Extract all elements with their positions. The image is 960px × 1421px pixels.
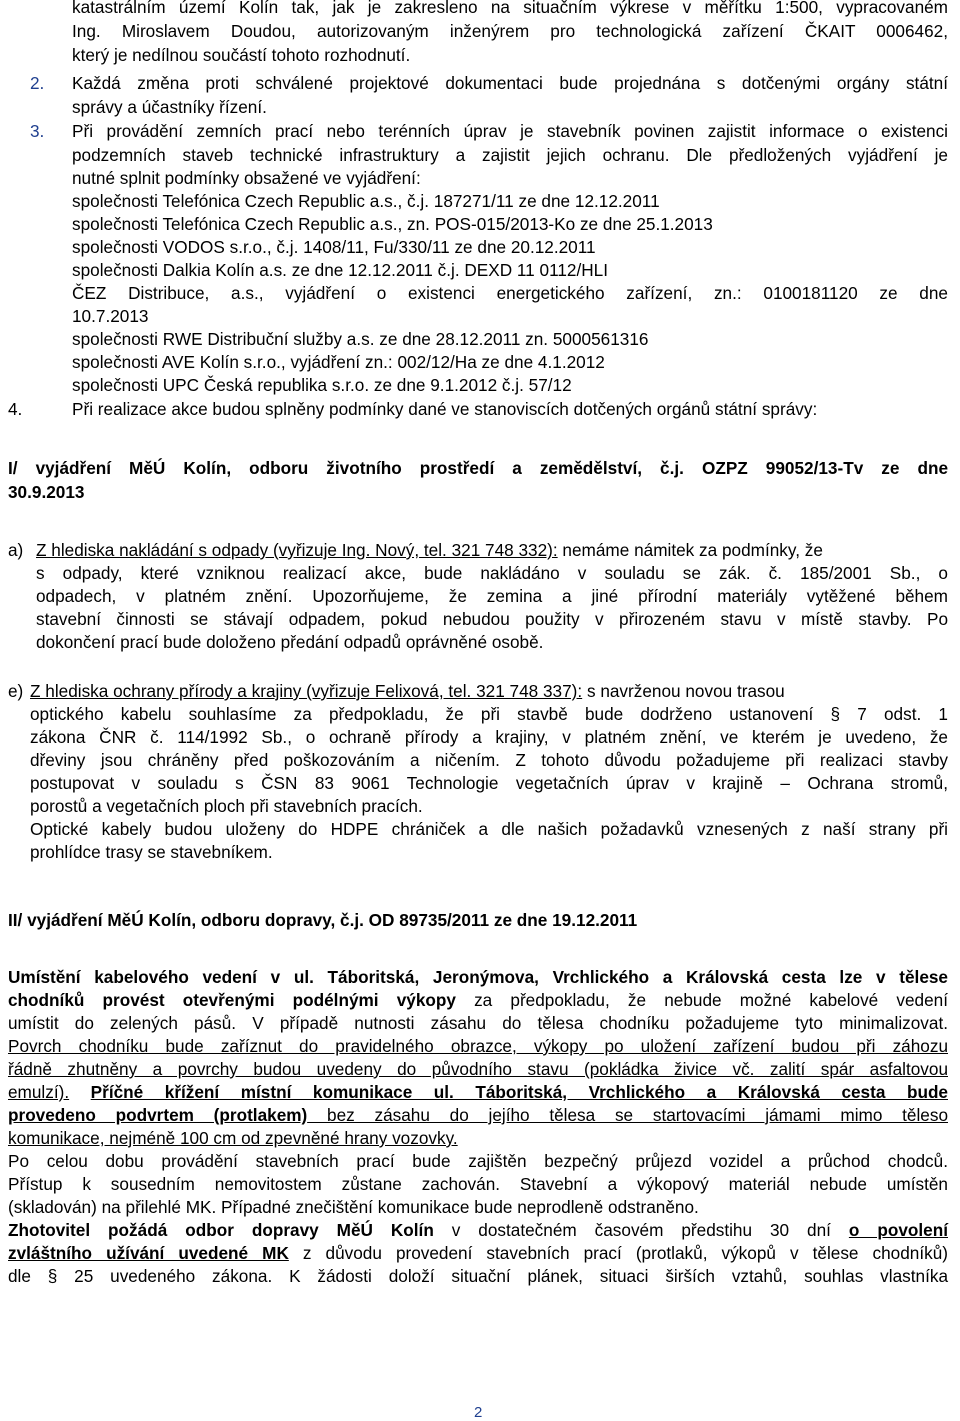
list-number: 3. — [30, 121, 45, 141]
paragraph-line: katastrálním území Kolín tak, jak je zakresleno na situačním výkrese v měřítku 1:500, vypracovaném — [72, 0, 948, 17]
list-number: 2. — [30, 73, 45, 93]
list-item: společnosti RWE Distribuční služby a.s. ze dne 28.12.2011 zn. 5000561316 — [72, 329, 649, 349]
paragraph-line: dle § 25 uvedeného zákona. K žádosti doloží situační plánek, situaci širších vztahů, souhlas vlastníka — [8, 1266, 948, 1286]
text-run: v dostatečném časovém předstihu 30 dní — [433, 1220, 849, 1240]
page-number: 2 — [474, 1404, 483, 1421]
list-label: a) — [8, 540, 24, 560]
paragraph-line: dřeviny jsou chráněny před poškozováním a ničením. Z tohoto důvodu požadujeme při realizaci stavby — [30, 750, 948, 770]
bold-text: Zhotovitel požádá odbor dopravy MěÚ Kolín — [8, 1220, 434, 1240]
paragraph-line — [8, 989, 948, 1012]
paragraph-line: správy a účastníky řízení. — [72, 97, 267, 117]
underlined-text: emulzí). — [8, 1082, 70, 1102]
underlined-text: Z hlediska nakládání s odpady (vyřizuje Ing. Nový, tel. 321 748 332): — [36, 540, 558, 560]
paragraph-line: Při realizace akce budou splněny podmínky dané ve stanoviscích dotčených orgánů státní správy: — [72, 399, 818, 419]
paragraph-line: podzemních staveb technické infrastruktury a zajistit jejich ochranu. Dle předložených vyjádření je — [72, 145, 948, 165]
section-heading: 30.9.2013 — [8, 482, 85, 502]
paragraph-line — [8, 1219, 948, 1242]
paragraph-line: optického kabelu souhlasíme za předpokladu, že při stavbě bude dodrženo ustanovení § 7 odst. 1 — [30, 704, 948, 724]
text-run: s navrženou novou trasou — [582, 681, 785, 701]
paragraph-line: Každá změna proti schválené projektové dokumentaci bude projednána s dotčenými orgány státní — [72, 73, 948, 93]
list-item: společnosti Telefónica Czech Republic a.s., zn. POS-015/2013-Ko ze dne 25.1.2013 — [72, 214, 713, 234]
paragraph-line: který je nedílnou součástí tohoto rozhodnutí. — [72, 45, 411, 65]
section-heading: II/ vyjádření MěÚ Kolín, odboru dopravy, č.j. OD 89735/2011 ze dne 19.12.2011 — [8, 910, 638, 930]
list-item: ČEZ Distribuce, a.s., vyjádření o existenci energetického zařízení, zn.: 0100181120 ze dne — [72, 283, 948, 303]
paragraph-line: Povrch chodníku bude zaříznut do pravidelného obrazce, výkopy po uložení zařízení budou při záhozu — [8, 1036, 948, 1056]
list-item: společnosti Telefónica Czech Republic a.s., č.j. 187271/11 ze dne 12.12.2011 — [72, 191, 660, 211]
bold-text: chodníků provést otevřenými podélnými výkopy — [8, 990, 456, 1010]
paragraph-line: Umístění kabelového vedení v ul. Táboritská, Jeronýmova, Vrchlického a Královská cesta lze v tělese — [8, 967, 948, 987]
paragraph-line: Při provádění zemních prací nebo terénních úprav je stavebník povinen zajistit informace o existenci — [72, 121, 948, 141]
bold-text: provedeno podvrtem (protlakem) — [8, 1105, 308, 1125]
section-heading: I/ vyjádření MěÚ Kolín, odboru životního prostředí a zemědělství, č.j. OZPZ 99052/13-Tv ze dne — [8, 458, 948, 478]
list-item: společnosti AVE Kolín s.r.o., vyjádření zn.: 002/12/Ha ze dne 4.1.2012 — [72, 352, 605, 372]
paragraph-line: stavební činnosti se stávají odpadem, pokud nebudou použity v přirozeném stavu v místě stavby. Po — [36, 609, 948, 629]
bold-underlined-text: Příčné křížení místní komunikace ul. Táboritská, Vrchlického a Královská cesta bude — [90, 1082, 948, 1102]
paragraph-line — [8, 1104, 948, 1127]
paragraph-line: umístit do zelených pásů. V případě nutnosti zásahu do tělesa chodníku požadujeme tyto minimalizovat. — [8, 1013, 948, 1033]
paragraph-line: porostů a vegetačních ploch při stavebních pracích. — [30, 796, 423, 816]
paragraph-line — [36, 539, 948, 562]
list-number: 4. — [8, 399, 23, 419]
list-label: e) — [8, 681, 24, 701]
text-run: za předpokladu, že nebude možné kabelové vedení — [455, 990, 948, 1010]
paragraph-line: (skladován) na přilehlé MK. Případné znečištění komunikace bude neprodleně odstraněno. — [8, 1197, 699, 1217]
paragraph-line: Přístup k sousedním nemovitostem zůstane zachován. Stavební a výkopový materiál nebude umístěn — [8, 1174, 948, 1194]
text-run: z důvodu provedení stavebních prací (protlaků, výkopů v tělese chodníků) — [288, 1243, 948, 1263]
bold-underlined-text: o povolení — [848, 1220, 948, 1240]
paragraph-line: postupovat v souladu s ČSN 83 9061 Technologie vegetačních úprav v krajině – Ochrana stromů, — [30, 773, 948, 793]
paragraph-line: zákona ČNR č. 114/1992 Sb., o ochraně přírody a krajiny, v platném znění, ve kterém je uvedeno, že — [30, 727, 948, 747]
underlined-text: Z hlediska ochrany přírody a krajiny (vyřizuje Felixová, tel. 321 748 337): — [30, 681, 583, 701]
paragraph-line — [8, 1081, 948, 1104]
paragraph-line: s odpady, které vzniknou realizací akce, bude nakládáno v souladu se zák. č. 185/2001 Sb., o — [36, 563, 948, 583]
list-item: společnosti Dalkia Kolín a.s. ze dne 12.12.2011 č.j. DEXD 11 0112/HLI — [72, 260, 608, 280]
text-run: bez zásahu do jejího tělesa se startovacími jámami mimo těleso — [307, 1105, 948, 1125]
paragraph-line: nutné splnit podmínky obsažené ve vyjádření: — [72, 168, 421, 188]
paragraph-line: Po celou dobu provádění stavebních prací bude zajištěn bezpečný průjezd vozidel a průchod chodců. — [8, 1151, 948, 1171]
paragraph-line: Ing. Miroslavem Doudou, autorizovaným inženýrem pro technologická zařízení ČKAIT 0006462, — [72, 21, 948, 41]
paragraph-line: prohlídce trasy se stavebníkem. — [30, 842, 273, 862]
paragraph-line — [8, 1242, 948, 1265]
list-item: 10.7.2013 — [72, 306, 149, 326]
paragraph-line: řádně zhutněny a povrchy budou uvedeny do původního stavu (pokládka živice vč. zalití spár asfaltovou — [8, 1059, 948, 1079]
paragraph-line: dokončení prací bude doloženo předání odpadů oprávněné osobě. — [36, 632, 544, 652]
paragraph-line: Optické kabely budou uloženy do HDPE chrániček a dle našich požadavků vznesených z naší strany při — [30, 819, 948, 839]
paragraph-line: odpadech, v platném znění. Upozorňujeme, že zemina a jiné přírodní materiály vytěžené během — [36, 586, 948, 606]
bold-underlined-text: zvláštního užívání uvedené MK — [8, 1243, 289, 1263]
list-item: společnosti UPC Česká republika s.r.o. ze dne 9.1.2012 č.j. 57/12 — [72, 375, 572, 395]
text-run: nemáme námitek za podmínky, že — [557, 540, 823, 560]
list-item: společnosti VODOS s.r.o., č.j. 1408/11, Fu/330/11 ze dne 20.12.2011 — [72, 237, 596, 257]
paragraph-line: komunikace, nejméně 100 cm od zpevněné hrany vozovky. — [8, 1128, 458, 1148]
paragraph-line — [30, 680, 948, 703]
